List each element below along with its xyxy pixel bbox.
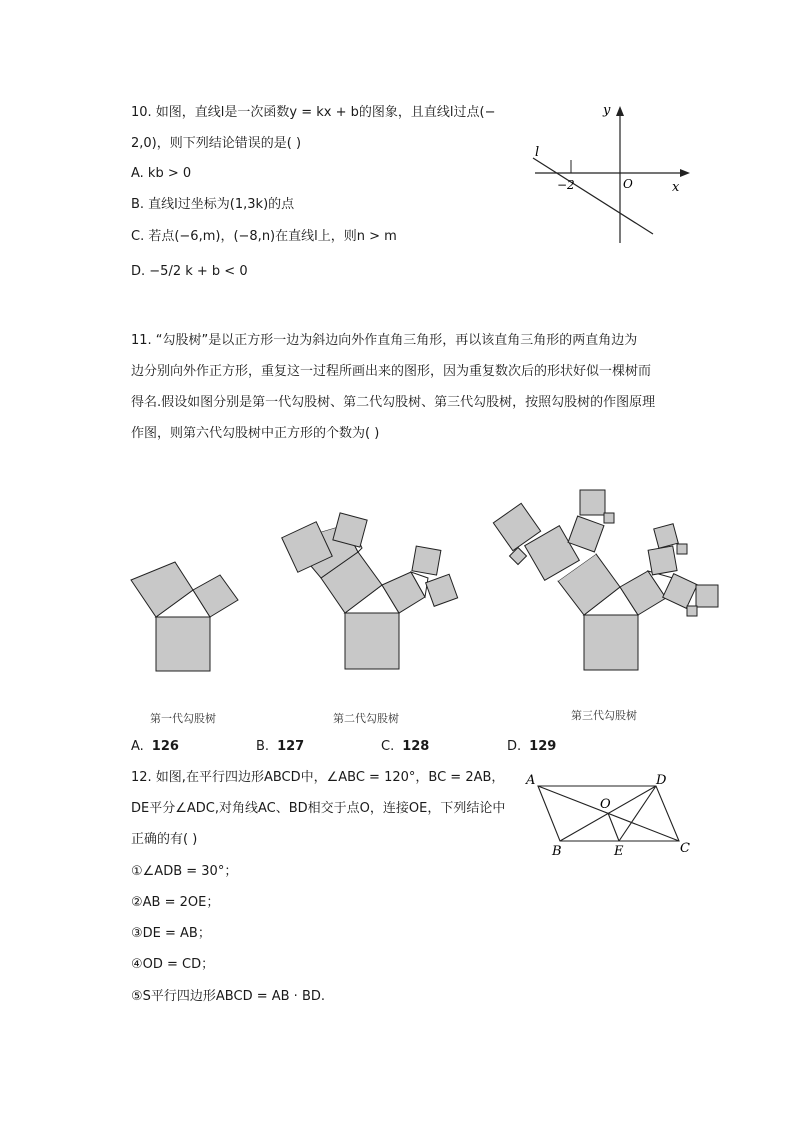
q12-item-4: ④OD = CD； xyxy=(131,957,215,972)
q10-origin-label: O xyxy=(623,177,633,191)
q12-label-e: E xyxy=(614,844,624,858)
q11-option-c-value: 128 xyxy=(402,739,430,754)
q10-option-a: A. kb > 0 xyxy=(131,166,192,181)
q12-item-2: ②AB = 2OE； xyxy=(131,895,220,910)
q11-stem-line-2: 边分别向外作正方形，重复这一过程所画出来的图形，因为重复数次后的形状好似一棵树而 xyxy=(131,364,652,379)
q11-option-d-letter: D. xyxy=(507,739,522,754)
q12-parallelogram-figure xyxy=(522,766,697,858)
q12-label-d: D xyxy=(656,773,667,788)
tree-generation-1 xyxy=(131,562,238,671)
tree-generation-2 xyxy=(282,513,458,669)
q12-item-3: ③DE = AB； xyxy=(131,926,211,941)
q11-stem-line-3: 得名.假设如图分别是第一代勾股树、第二代勾股树、第三代勾股树，按照勾股树的作图原理 xyxy=(131,395,656,410)
q12-stem-line-1: 12. 如图,在平行四边形ABCD中，∠ABC = 120°，BC = 2AB， xyxy=(131,770,505,785)
q11-option-d-value: 129 xyxy=(529,739,557,754)
q12-label-c: C xyxy=(680,841,690,856)
caption-generation-3: 第三代勾股树 xyxy=(571,709,637,722)
q11-option-b xyxy=(256,737,304,757)
q12-stem-line-2: DE平分∠ADC,对角线AC、BD相交于点O，连接OE，下列结论中 xyxy=(131,801,506,816)
q10-y-label: y xyxy=(603,103,611,118)
q11-option-b-letter: B. xyxy=(256,739,270,754)
q11-option-c xyxy=(381,737,429,757)
caption-generation-1: 第一代勾股树 xyxy=(150,712,216,725)
pythagoras-trees-figure xyxy=(120,480,730,700)
q10-option-c: C. 若点(−6,m)，(−8,n)在直线l上，则n > m xyxy=(131,229,397,244)
q11-option-d xyxy=(507,737,556,757)
q10-stem-line-2: 2,0)，则下列结论错误的是( ) xyxy=(131,136,302,151)
caption-generation-2: 第二代勾股树 xyxy=(333,712,399,725)
q10-x-label: x xyxy=(672,180,680,195)
q12-item-5: ⑤S平行四边形ABCD = AB · BD. xyxy=(131,989,326,1004)
q11-stem-line-1: 11. “勾股树”是以正方形一边为斜边向外作直角三角形，再以该直角三角形的两直角边为 xyxy=(131,333,638,348)
q10-tick-label: −2 xyxy=(557,178,575,192)
q10-stem-line-1: 10. 如图，直线l是一次函数y = kx + b的图象，且直线l过点(− xyxy=(131,105,496,120)
q11-option-b-value: 127 xyxy=(277,739,305,754)
q11-option-c-letter: C. xyxy=(381,739,395,754)
q12-item-1: ①∠ADB = 30°； xyxy=(131,864,238,879)
q12-label-a: A xyxy=(526,773,536,788)
q12-stem-line-3: 正确的有( ) xyxy=(131,832,198,847)
tree-generation-3 xyxy=(493,490,718,670)
q11-option-a-letter: A. xyxy=(131,739,144,754)
q10-option-d: D. −5/2 k + b < 0 xyxy=(131,264,248,279)
q10-option-b: B. 直线l过坐标为(1,3k)的点 xyxy=(131,197,295,212)
q11-stem-line-4: 作图，则第六代勾股树中正方形的个数为( ) xyxy=(131,426,380,441)
q11-option-a-value: 126 xyxy=(151,739,179,754)
q11-option-a xyxy=(131,737,179,757)
q10-graph xyxy=(525,98,700,248)
q10-line-label: l xyxy=(535,145,540,160)
q12-label-o: O xyxy=(600,797,611,812)
q12-label-b: B xyxy=(552,844,562,858)
